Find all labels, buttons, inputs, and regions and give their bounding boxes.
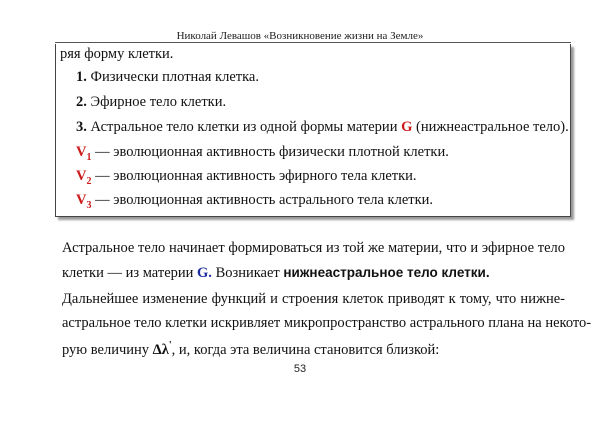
v-text: — эволюционная активность эфирного тела клетки. [95, 168, 417, 184]
para2-line1: Дальнейшее изменение функций и строения клеток приводят к тому, что нижне- [62, 291, 565, 307]
box-v-item-1 [76, 144, 449, 163]
page-header: Николай Левашов «Возникновение жизни на Земле» [176, 30, 424, 42]
v-text: — эволюционная активность астрального тела клетки. [95, 192, 434, 208]
para2-line3 [62, 340, 439, 359]
para2-text: рую величину [62, 341, 150, 358]
page-number: 53 [293, 363, 307, 375]
box-item-3 [76, 119, 569, 136]
para1-line1: Астральное тело начинает формироваться из той же материи, что и эфирное тело [62, 240, 565, 256]
item-text: Эфирное тело клетки. [90, 94, 227, 110]
para1-text-mid: Возникает [215, 265, 280, 281]
v-symbol: $V_2$ [76, 168, 92, 187]
box-v-item-3 [76, 192, 433, 211]
matter-mark-g: G. [197, 265, 212, 281]
item-number: 1. [76, 69, 87, 85]
box-v-item-2 [76, 168, 417, 187]
item-text: Астральное тело клетки из одной формы материи [90, 119, 398, 135]
framed-box [55, 44, 571, 217]
delta-lambda-symbol: Δλ' [152, 340, 172, 358]
box-item-1 [76, 69, 259, 86]
item-text-after: (нижнеастральное тело). [415, 119, 569, 135]
box-item-2 [76, 94, 226, 111]
item-text: Физически плотная клетка. [90, 69, 259, 85]
para1-text: клетки — из материи [62, 265, 194, 281]
matter-mark-g: G [401, 119, 413, 135]
item-number: 2. [76, 94, 87, 110]
v-text: — эволюционная активность физически плотной клетки. [95, 144, 449, 160]
box-continuation: ряя форму клетки. [60, 46, 174, 62]
item-number: 3. [76, 119, 87, 135]
v-symbol: $V_3$ [76, 192, 92, 211]
para1-bold-term: нижнеастральное тело клетки. [283, 265, 490, 280]
para1-line2 [62, 265, 490, 282]
para2-line2: астральное тело клетки искривляет микропространство астрального плана на некото- [62, 315, 592, 331]
header-rule [55, 42, 571, 43]
para2-text-after: , и, когда эта величина становится близкой: [171, 341, 440, 358]
v-symbol: $V_1$ [76, 144, 92, 163]
